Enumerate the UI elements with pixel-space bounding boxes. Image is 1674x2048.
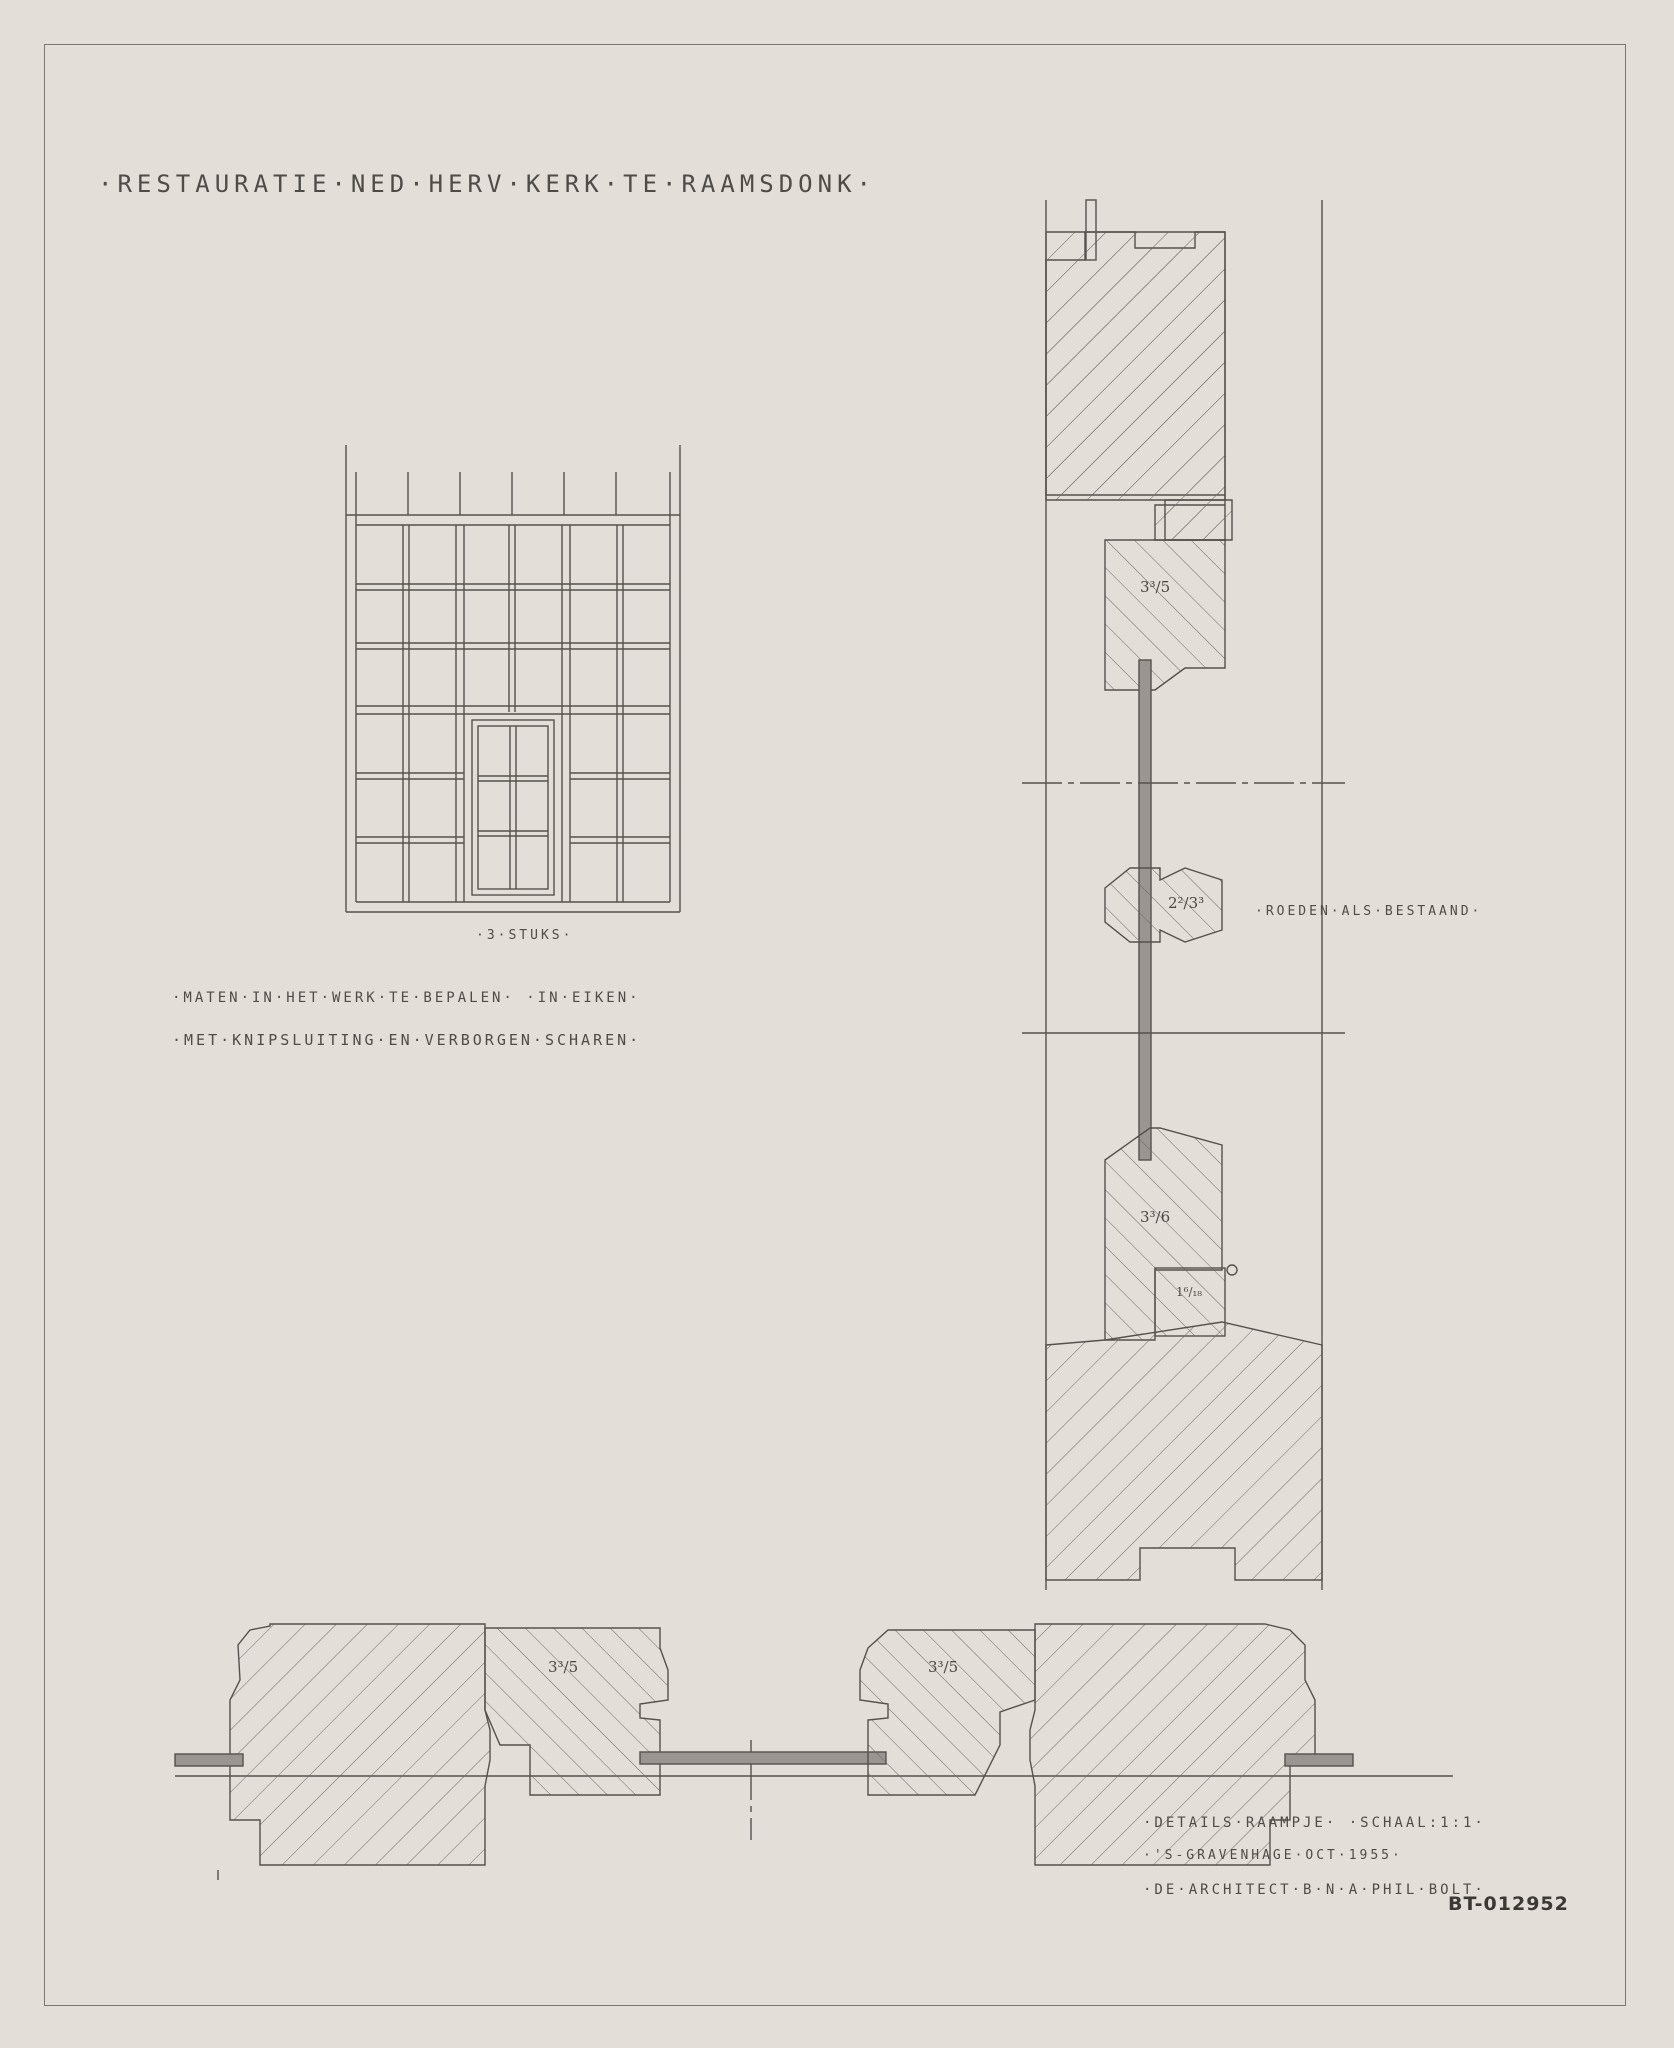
plan-dim-right: 3³/5 <box>928 1658 959 1676</box>
dim-glazing-bar: 2²/3³ <box>1168 894 1205 912</box>
window-elevation <box>346 445 680 912</box>
note-line-1: ·MATEN·IN·HET·WERK·TE·BEPALEN· ·IN·EIKEN· <box>172 990 641 1006</box>
dim-bottom-rail: 3³/6 <box>1140 1208 1171 1226</box>
title-block-place-date: ·'S-GRAVENHAGE·OCT·1955· <box>1143 1848 1403 1863</box>
title-block-details: ·DETAILS·RAAMPJE· ·SCHAAL:1:1· <box>1143 1815 1486 1831</box>
quantity-label: ·3·STUKS· <box>476 928 574 943</box>
dim-small-bead: 1⁶/₁₈ <box>1176 1285 1203 1299</box>
archive-code: BT-012952 <box>1448 1893 1569 1915</box>
roeden-label: ·ROEDEN·ALS·BESTAAND· <box>1255 904 1483 919</box>
title-block-architect: ·DE·ARCHITECT·B·N·A·PHIL·BOLT· <box>1143 1882 1486 1898</box>
plan-section <box>175 1624 1453 1880</box>
dim-top-rail: 3³/5 <box>1140 578 1171 596</box>
note-line-2: ·MET·KNIPSLUITING·EN·VERBORGEN·SCHAREN· <box>172 1031 642 1049</box>
plan-dim-left: 3³/5 <box>548 1658 579 1676</box>
drawing-title: ·RESTAURATIE·NED·HERV·KERK·TE·RAAMSDONK· <box>98 170 876 198</box>
